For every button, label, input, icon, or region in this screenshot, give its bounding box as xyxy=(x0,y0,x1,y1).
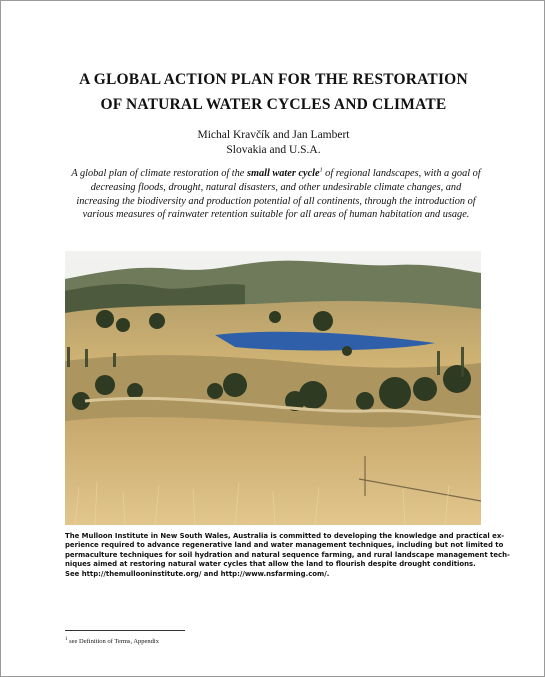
title-line-1: A GLOBAL ACTION PLAN FOR THE RESTORATION xyxy=(79,71,468,88)
abstract-paragraph xyxy=(71,167,481,222)
footnote xyxy=(65,637,159,646)
footnote-divider xyxy=(65,630,185,631)
document-title xyxy=(41,67,506,117)
caption-line: permaculture techniques for soil hydration and natural sequence farming, and rural landscape management tech- xyxy=(65,550,510,559)
caption-line: The Mulloon Institute in New South Wales, Australia is committed to developing the knowledge and practical ex- xyxy=(65,532,505,540)
abstract-emphasis: small water cycle xyxy=(246,168,320,179)
abstract-text-after: of regional landscapes, with a goal of decreasing floods, drought, natural disasters, and other undesirable climate changes, and increasing the biodiversity and production potential of all continents, through the introduction of various measures of rainwater retention suitable for all areas of human habitation and usage. xyxy=(76,168,481,221)
author-names: Michal Kravčík and Jan Lambert xyxy=(197,129,350,141)
author-countries: Slovakia and U.S.A. xyxy=(226,143,321,156)
caption-links-line: See http://themullooninstitute.org/ and http://www.nsfarming.com/. xyxy=(65,569,330,578)
photo-caption xyxy=(65,532,510,579)
abstract-footnote-mark: 1 xyxy=(319,167,323,174)
caption-line: niques aimed at restoring natural water cycles that allow the land to flourish despite drought conditions. xyxy=(65,560,476,569)
footnote-mark: 1 xyxy=(65,636,68,642)
author-block xyxy=(41,128,506,157)
title-line-2: OF NATURAL WATER CYCLES AND CLIMATE xyxy=(100,96,447,113)
landscape-photo xyxy=(65,251,481,525)
abstract-text-before: A global plan of climate restoration of the xyxy=(71,168,247,179)
footnote-text: see Definition of Terms, Appendix xyxy=(67,638,159,645)
caption-line: perience required to advance regenerative land and water management techniques, including but not limited to xyxy=(65,541,504,550)
